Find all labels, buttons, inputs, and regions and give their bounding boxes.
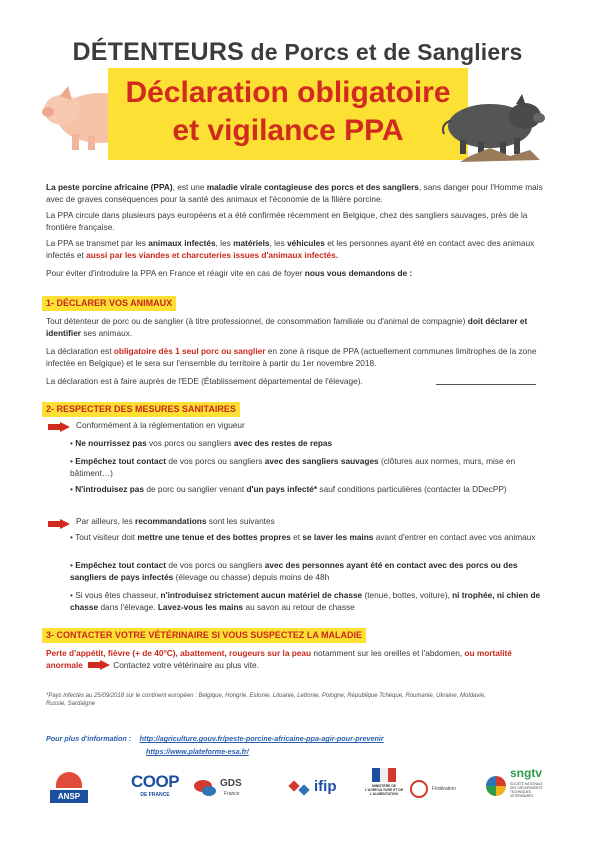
lead-term: recommandations [135,516,207,526]
intro-text: et les personnes ayant été en contact avec des animaux infectés et [46,238,535,260]
bullet-term: Empêchez tout contact [75,560,167,570]
info-link-agriculture[interactable]: http://agriculture.gouv.fr/peste-porcine-africaine-ppa-agir-pour-prevenir [139,734,384,743]
page-title [108,74,468,150]
bullet-term: n'introduisez strictement aucun matériel de chasse [160,590,363,600]
page-supertitle [0,38,595,67]
bullet-item: • Tout visiteur doit mettre une tenue et des bottes propres et se laver les mains avant d'entrer en contact avec vos animaux [70,532,536,542]
intro-text: , les [269,238,288,248]
bullet-term: se laver les mains [302,532,374,542]
bullet-term: d'un pays infecté* [246,484,318,494]
section-2-heading: 2- RESPECTER DES MESURES SANITAIRES [42,402,240,417]
bullet-term: Lavez-vous les mains [157,601,244,612]
arrow-marker [48,422,70,432]
intro-paragraph-2: La PPA circule dans plusieurs pays européens et a été confirmée récemment en Belgique, chez des sangliers sauvages, près de la frontière française. [46,210,528,232]
intro-text: , sans danger pour l'Homme mais avec de graves conséquences pour la santé des animaux et l'économie de la filière porcine. [46,182,543,204]
section-term: doit déclarer et identifier [46,316,528,338]
info-link-esa[interactable]: https://www.plateforme-esa.fr/ [146,747,249,756]
intro-term: animaux infectés [148,238,216,248]
intro-paragraph-3 [46,238,551,261]
bullet-text: de vos porcs ou sangliers [166,560,265,570]
fnc-logo [410,778,470,804]
sngtv-logo [486,766,550,806]
bullet-text: sauf conditions particulières (contacter la DDecPP) [317,484,507,494]
section-text: ses animaux. [81,327,133,338]
intro-term: matériels [233,238,270,248]
arrow-marker [88,660,110,670]
bullet-term: mettre une tenue et des bottes propres [137,532,291,542]
lead-recommendations [76,516,275,528]
page-title-line2: et vigilance PPA [172,114,404,147]
bullet-text: de vos porcs ou sangliers [166,456,265,466]
bullet-item: • N'introduisez pas de porc ou sanglier venant d'un pays infecté* sauf conditions particulières (contacter la DDecPP) [70,484,507,494]
intro-text: Pour éviter d'introduire la PPA en France et réagir vite en cas de foyer [46,268,305,278]
bullet-text: vos porcs ou sangliers [146,438,234,448]
ifip-logo-text: ifip [314,778,337,795]
bullet-text: et [290,532,303,542]
bullet-text: au savon au retour de chasse [243,601,355,612]
section-1-paragraph-2 [46,346,551,369]
section-text: notamment sur les oreilles et l'abdomen, [311,648,465,658]
fill-in-line [436,384,536,385]
bullet-text: (tenue, bottes, voiture), [362,590,453,600]
supertitle-rest: de Porcs et de Sangliers [243,39,523,65]
more-info-label: Pour plus d'information : [46,734,132,743]
page-title-line1: Déclaration obligatoire [125,76,451,109]
bullet-term: ni trophée, ni chien de chasse [70,590,541,612]
ifip-logo [290,776,352,802]
anses-logo-text: ANSP [50,790,88,803]
bullet-term: avec des personnes ayant été en contact avec des porcs ou des sangliers de pays infectés [70,560,518,582]
intro-paragraph-4 [46,268,551,280]
sngtv-logo-sub: SOCIÉTÉ NATIONALE DES GROUPEMENTS TECHNIQUES VÉTÉRINAIRES [510,782,543,798]
bullet-term: avec des restes de repas [233,438,333,448]
lead-text: sont les suivantes [206,516,275,526]
gds-logo-text: GDS [220,778,242,789]
bullet-text: Si vous êtes chasseur, [75,590,161,600]
intro-warning: aussi par les viandes et charcuteries issues d'animaux infectés. [86,249,339,260]
section-text: Tout détenteur de porc ou de sanglier (à titre professionnel, de consommation familiale ou d'animal de compagnie) [46,316,468,326]
section-3-paragraph [46,648,551,671]
bullet-term: avec des sangliers sauvages [264,456,379,466]
intro-ppa-term: La peste porcine africaine (PPA) [46,182,173,192]
bullet-term: Ne nourrissez pas [75,438,147,448]
supertitle-caps: DÉTENTEURS [72,38,244,66]
bullet-term: N'introduisez pas [75,484,145,494]
section-text: La déclaration est [46,346,114,356]
intro-text: , les [215,238,234,248]
fnc-logo-text: Fédération [432,786,456,792]
section-1-heading: 1- DÉCLARER VOS ANIMAUX [42,296,176,311]
section-text: en zone à risque de PPA (actuellement communes limitrophes de la zone infectée en Belgique) et le sera sur l'ensemble du territoire à partir du 1er novembre 2018. [46,346,537,368]
section-3-heading: 3- CONTACTER VOTRE VÉTÉRINAIRE SI VOUS SUSPECTEZ LA MALADIE [42,628,366,643]
coop-logo-text: COOP [130,772,180,791]
bullet-text: (clôtures aux normes, murs, mise en bâtiment…) [70,456,516,478]
intro-paragraph-1 [46,182,551,205]
contact-vet-text: Contactez votre vétérinaire au plus vite. [113,659,259,670]
intro-text: La PPA se transmet par les [46,238,149,248]
intro-disease-term: maladie virale contagieuse des porcs et des sangliers [206,182,419,192]
boar-illustration [430,90,550,170]
ministry-logo [364,768,404,812]
bullet-item: • Si vous êtes chasseur, n'introduisez strictement aucun matériel de chasse (tenue, bottes, voiture), ni trophée, ni chien de chasse dans l'élevage. Lavez-vous les mains au savon au retour de chasse [70,590,541,612]
intro-request: nous vous demandons de : [304,268,413,278]
symptoms-text: ou mortalité anormale [46,648,512,670]
intro-term: véhicules [287,238,325,248]
bullet-text: Tout visiteur doit [75,532,138,542]
bullet-item: • Empêchez tout contact de vos porcs ou sangliers avec des sangliers sauvages (clôtures aux normes, murs, mise en bâtiment…) [70,456,516,478]
coop-logo [126,772,184,804]
lead-text: Par ailleurs, les [76,516,136,526]
bullet-item: • Ne nourrissez pas vos porcs ou sangliers avec des restes de repas [70,438,333,448]
arrow-marker [48,519,70,529]
symptoms-text: Perte d'appétit, fièvre (+ de 40°C), abattement, rougeurs sur la peau [46,648,312,658]
coop-logo-sub: DE FRANCE [140,792,170,798]
bullet-text: de porc ou sanglier venant [144,484,247,494]
section-1-paragraph-3: La déclaration est à faire auprès de l'EDE (Établissement départemental de l'élevage). [46,376,363,386]
section-warning: obligatoire dès 1 seul porc ou sanglier [113,346,266,356]
anses-logo [50,772,88,804]
info-link-esa-wrapper [146,741,249,759]
sngtv-logo-text: sngtv [510,766,543,780]
bullet-text: (élevage ou chasse) depuis moins de 48h [173,571,330,582]
bullet-item: • Empêchez tout contact de vos porcs ou sangliers avec des personnes ayant été en contact avec des porcs ou des sangliers de pays infectés (élevage ou chasse) depuis moins de 48h [70,560,518,582]
bullet-text: dans l'élevage. [98,601,158,612]
lead-regulation: Conformément à la réglementation en vigueur [76,420,245,430]
bullet-term: Empêchez tout contact [75,456,167,466]
bullet-text: avant d'entrer en contact avec vos animaux [373,532,536,542]
gds-logo-sub: France [224,791,240,797]
ministry-logo-text: MINISTÈRE DE L'AGRICULTURE ET DE L'ALIMENTATION [364,784,404,796]
footnote: *Pays infectés au 25/09/2018 sur le continent européen : Belgique, Hongrie, Estonie, Lituanie, Lettonie, Pologne, République Tchèque, Roumanie, Ukraine, Moldavie, Russie, Sardaigne [46,693,486,707]
gds-logo [194,776,256,804]
section-1-paragraph-1 [46,316,551,339]
intro-text: , est une [172,182,207,192]
